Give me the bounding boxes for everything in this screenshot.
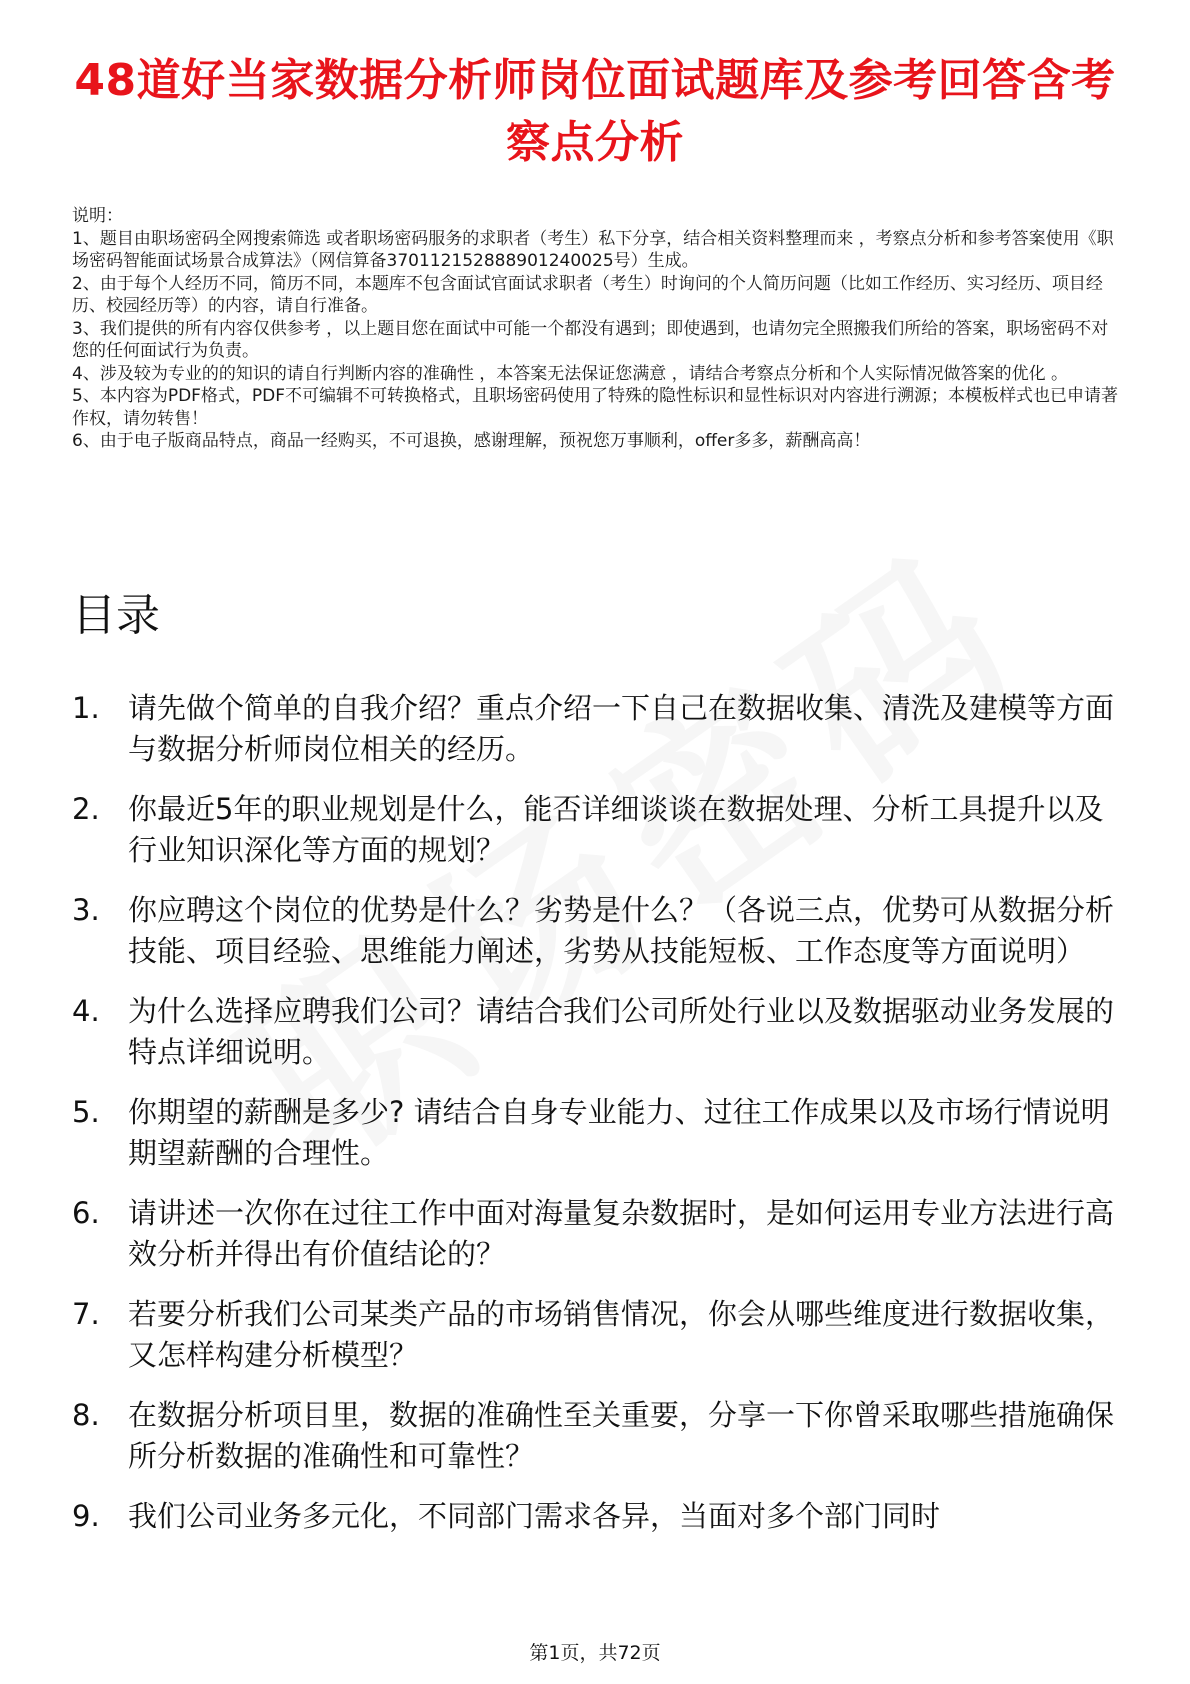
note-item: 4、涉及较为专业的的知识的请自行判断内容的准确性 ，本答案无法保证您满意 ，请结合考察点分析和个人实际情况做答案的优化 。 [72,363,1069,384]
note-item: 5、本内容为PDF格式，PDF不可编辑不可转换格式，且职场密码使用了特殊的隐性标识和显性标识对内容进行溯源；本模板样式也已申请著作权，请勿转售！ [72,386,1119,429]
toc-item-text: 请讲述一次你在过往工作中面对海量复杂数据时，是如何运用专业方法进行高效分析并得出有价值结论的？ [128,1196,1115,1271]
table-of-contents [72,688,1132,1556]
toc-item[interactable] [72,991,1132,1073]
toc-item[interactable] [72,1395,1132,1477]
toc-item-text: 若要分析我们公司某类产品的市场销售情况，你会从哪些维度进行数据收集，又怎样构建分析模型？ [128,1297,1115,1372]
toc-item-text: 你应聘这个岗位的优势是什么？劣势是什么？（各说三点，优势可从数据分析技能、项目经验、思维能力阐述，劣势从技能短板、工作态度等方面说明） [128,893,1115,968]
note-item: 6、由于电子版商品特点，商品一经购买，不可退换，感谢理解，预祝您万事顺利，offer多多，薪酬高高！ [72,431,871,451]
toc-item[interactable] [72,1294,1132,1376]
toc-item-text: 请先做个简单的自我介绍？重点介绍一下自己在数据收集、清洗及建模等方面与数据分析师岗位相关的经历。 [128,691,1115,766]
toc-item-number: 2. [72,792,100,826]
toc-item-number: 9. [72,1499,100,1533]
toc-item-text: 你最近5年的职业规划是什么，能否详细谈谈在数据处理、分析工具提升以及行业知识深化等方面的规划？ [128,792,1104,867]
toc-item[interactable] [72,1496,1132,1537]
notes-section [72,205,1122,453]
toc-item-number: 4. [72,994,100,1028]
toc-item-text: 你期望的薪酬是多少? 请结合自身专业能力、过往工作成果以及市场行情说明期望薪酬的合理性。 [128,1095,1110,1170]
toc-item[interactable] [72,890,1132,972]
toc-heading: 目录 [72,590,160,641]
toc-item-number: 6. [72,1196,100,1230]
toc-item-number: 5. [72,1095,100,1129]
toc-item-number: 8. [72,1398,100,1432]
page-footer: 第1页，共72页 [529,1642,661,1664]
notes-heading: 说明： [72,206,123,226]
toc-item-number: 1. [72,691,100,725]
toc-item-text: 在数据分析项目里，数据的准确性至关重要，分享一下你曾采取哪些措施确保所分析数据的准确性和可靠性？ [128,1398,1115,1473]
document-title: 48道好当家数据分析师岗位面试题库及参考回答含考察点分析 [74,55,1116,168]
toc-item-text: 我们公司业务多元化，不同部门需求各异，当面对多个部门同时 [128,1499,941,1533]
toc-item[interactable] [72,789,1132,871]
note-item: 2、由于每个人经历不同，简历不同，本题库不包含面试官面试求职者（考生）时询问的个人简历问题（比如工作经历、实习经历、项目经历、校园经历等）的内容，请自行准备。 [72,273,1103,316]
toc-item-number: 7. [72,1297,100,1331]
toc-item[interactable] [72,1193,1132,1275]
note-item: 1、题目由职场密码全网搜索筛选 或者职场密码服务的求职者（考生）私下分享，结合相关资料整理而来 ，考察点分析和参考答案使用《职场密码智能面试场景合成算法》（网信算备370112152888901240025号）生成。 [72,228,1114,271]
toc-item[interactable] [72,1092,1132,1174]
toc-item[interactable] [72,688,1132,770]
note-item: 3、我们提供的所有内容仅供参考 ，以上题目您在面试中可能一个都没有遇到；即使遇到，也请勿完全照搬我们所给的答案，职场密码不对您的任何面试行为负责。 [72,318,1109,361]
toc-item-text: 为什么选择应聘我们公司？请结合我们公司所处行业以及数据驱动业务发展的特点详细说明。 [128,994,1115,1069]
toc-item-number: 3. [72,893,100,927]
